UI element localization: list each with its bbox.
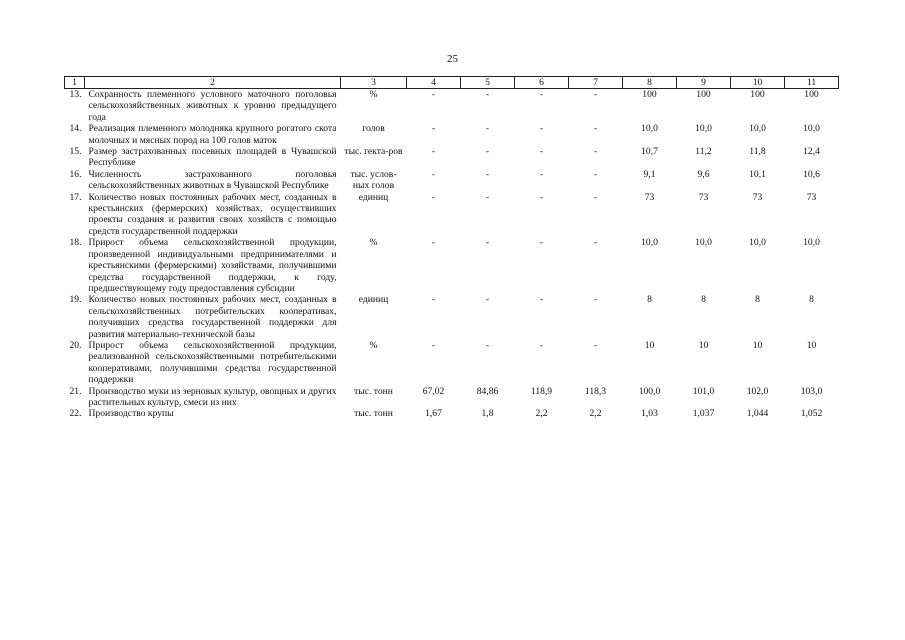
unit-cell: единиц [358, 294, 389, 306]
value-cell: 73 [806, 191, 817, 203]
value-cell: 10,1 [749, 168, 766, 180]
value-cell: 73 [644, 191, 655, 203]
indicator-description: Сохранность племенного условного маточного поголовья сельскохозяйственных животных к уровню предыдущего года [88, 89, 337, 123]
row-number: 13. [69, 89, 82, 100]
indicator-description: Размер застрахованных посевных площадей в Чувашской Республике [88, 146, 337, 169]
table-row [65, 340, 839, 386]
value-cell: 100 [642, 89, 657, 100]
indicator-description: Количество новых постоянных рабочих мест, созданных в сельскохозяйственных потребительских кооперативах, получивших средства государственной поддержки для развития материально-технической базы [88, 294, 337, 340]
unit-cell: % [369, 339, 378, 351]
column-header: 2 [85, 77, 341, 89]
value-cell: 12,4 [803, 146, 820, 158]
value-cell: 9,6 [697, 168, 710, 180]
indicator-description: Количество новых постоянных рабочих мест, созданных в крестьянских (фермерских) хозяйствах, осуществивших проекты создания и развития своих хозяйств с помощью средств государственной поддержки [88, 191, 337, 237]
column-header: 5 [461, 77, 515, 89]
table-row [65, 146, 839, 169]
value-cell: - [431, 294, 436, 306]
value-cell: 8 [755, 294, 760, 306]
value-cell: 84,86 [476, 385, 499, 397]
value-cell: 100,0 [638, 385, 661, 397]
column-header: 6 [515, 77, 569, 89]
row-number: 14. [69, 123, 82, 135]
value-cell: - [593, 339, 598, 351]
value-cell: - [593, 237, 598, 249]
row-number: 20. [69, 339, 82, 351]
value-cell: 73 [698, 191, 709, 203]
table-body [65, 89, 839, 420]
value-cell: 10,0 [641, 123, 658, 135]
value-cell: 10 [752, 339, 763, 351]
table-row [65, 192, 839, 238]
value-cell: 100 [804, 89, 819, 100]
value-cell: 10 [698, 339, 709, 351]
value-cell: 100 [750, 89, 765, 100]
indicator-description: Прирост объема сельскохозяйственной продукции, реализованной сельскохозяйственными потребительскими кооперативами, получившими средства государственной поддержки [88, 339, 337, 386]
value-cell: 11,8 [749, 146, 766, 158]
table-row [65, 237, 839, 294]
unit-cell: % [369, 89, 378, 100]
value-cell: - [431, 123, 436, 135]
value-cell: 10 [806, 339, 817, 351]
value-cell: 118,3 [584, 385, 607, 397]
unit-cell: тыс. тонн [354, 385, 393, 397]
value-cell: 100 [696, 89, 711, 100]
value-cell: 1,037 [692, 408, 715, 420]
row-number: 22. [69, 408, 82, 420]
value-cell: - [485, 89, 490, 100]
row-number: 19. [69, 294, 82, 306]
value-cell: 2,2 [589, 408, 602, 420]
value-cell: - [593, 168, 598, 180]
indicator-description: Реализация племенного молодняка крупного рогатого скота молочных и мясных пород на 100 голов маток [88, 123, 337, 146]
column-header: 3 [341, 77, 407, 89]
value-cell: - [485, 237, 490, 249]
value-cell: - [485, 168, 490, 180]
value-cell: 103,0 [800, 385, 823, 397]
value-cell: - [593, 146, 598, 158]
unit-cell: тыс. услов-ных голов [350, 168, 397, 192]
indicator-description: Производство муки из зерновых культур, овощных и других растительных культур, смеси из них [88, 385, 337, 408]
row-number: 21. [69, 385, 82, 397]
table-row [65, 123, 839, 146]
row-number: 18. [69, 237, 82, 249]
value-cell: - [593, 89, 598, 100]
row-number: 17. [69, 191, 82, 203]
value-cell: - [593, 294, 598, 306]
table-row [65, 386, 839, 409]
column-header: 7 [569, 77, 623, 89]
value-cell: - [485, 123, 490, 135]
value-cell: - [593, 123, 598, 135]
value-cell: - [485, 191, 490, 203]
value-cell: - [431, 339, 436, 351]
value-cell: 10,0 [695, 123, 712, 135]
value-cell: 10,0 [749, 123, 766, 135]
value-cell: - [539, 123, 544, 135]
row-number: 15. [69, 146, 82, 158]
value-cell: 73 [752, 191, 763, 203]
unit-cell: % [369, 237, 378, 249]
row-number: 16. [69, 168, 82, 180]
value-cell: - [539, 339, 544, 351]
column-header: 1 [65, 77, 85, 89]
value-cell: 1,67 [425, 408, 442, 420]
table-row [65, 294, 839, 340]
value-cell: 10,0 [803, 237, 820, 249]
column-header: 4 [407, 77, 461, 89]
value-cell: - [431, 237, 436, 249]
value-cell: 11,2 [695, 146, 712, 158]
unit-cell: единиц [358, 191, 389, 203]
column-header: 11 [785, 77, 839, 89]
value-cell: - [485, 294, 490, 306]
value-cell: 2,2 [535, 408, 548, 420]
value-cell: 10 [644, 339, 655, 351]
value-cell: 10,0 [749, 237, 766, 249]
table-row [65, 169, 839, 192]
value-cell: 1,8 [481, 408, 494, 420]
value-cell: 1,052 [800, 408, 823, 420]
value-cell: 67,02 [422, 385, 445, 397]
indicators-table [64, 76, 839, 420]
value-cell: - [431, 146, 436, 158]
value-cell: - [539, 237, 544, 249]
column-header: 9 [677, 77, 731, 89]
value-cell: - [485, 339, 490, 351]
header-row [65, 77, 839, 89]
indicator-description: Прирост объема сельскохозяйственной продукции, произведенной индивидуальными предпринимателями и крестьянскими (фермерскими) хозяйствами, получившими средства государственной поддержки, к году, предшествующему году предоставления субсидии [88, 237, 337, 294]
value-cell: 1,03 [641, 408, 658, 420]
column-header: 10 [731, 77, 785, 89]
value-cell: - [539, 294, 544, 306]
unit-cell: тыс. тонн [354, 408, 393, 420]
table-header [65, 77, 839, 89]
page-number: 25 [447, 53, 458, 65]
value-cell: 10,0 [641, 237, 658, 249]
indicator-description: Численность застрахованного поголовья сельскохозяйственных животных в Чувашской Республике [88, 168, 337, 192]
value-cell: - [431, 89, 436, 100]
value-cell: - [539, 168, 544, 180]
value-cell: - [485, 146, 490, 158]
value-cell: 9,1 [643, 168, 656, 180]
value-cell: 10,6 [803, 168, 820, 180]
value-cell: - [539, 191, 544, 203]
value-cell: - [539, 146, 544, 158]
value-cell: - [593, 191, 598, 203]
table-row [65, 89, 839, 124]
table-row [65, 408, 839, 419]
value-cell: 118,9 [530, 385, 553, 397]
value-cell: - [539, 89, 544, 100]
unit-cell: голов [362, 123, 385, 135]
indicator-description: Производство крупы [88, 408, 174, 420]
value-cell: 8 [701, 294, 706, 306]
value-cell: 8 [809, 294, 814, 306]
column-header: 8 [623, 77, 677, 89]
value-cell: - [431, 168, 436, 180]
value-cell: 8 [647, 294, 652, 306]
value-cell: - [431, 191, 436, 203]
value-cell: 101,0 [692, 385, 715, 397]
unit-cell: тыс. гекта-ров [344, 146, 403, 158]
value-cell: 102,0 [746, 385, 769, 397]
value-cell: 1,044 [746, 408, 769, 420]
value-cell: 10,0 [695, 237, 712, 249]
value-cell: 10,7 [641, 146, 658, 158]
value-cell: 10,0 [803, 123, 820, 135]
